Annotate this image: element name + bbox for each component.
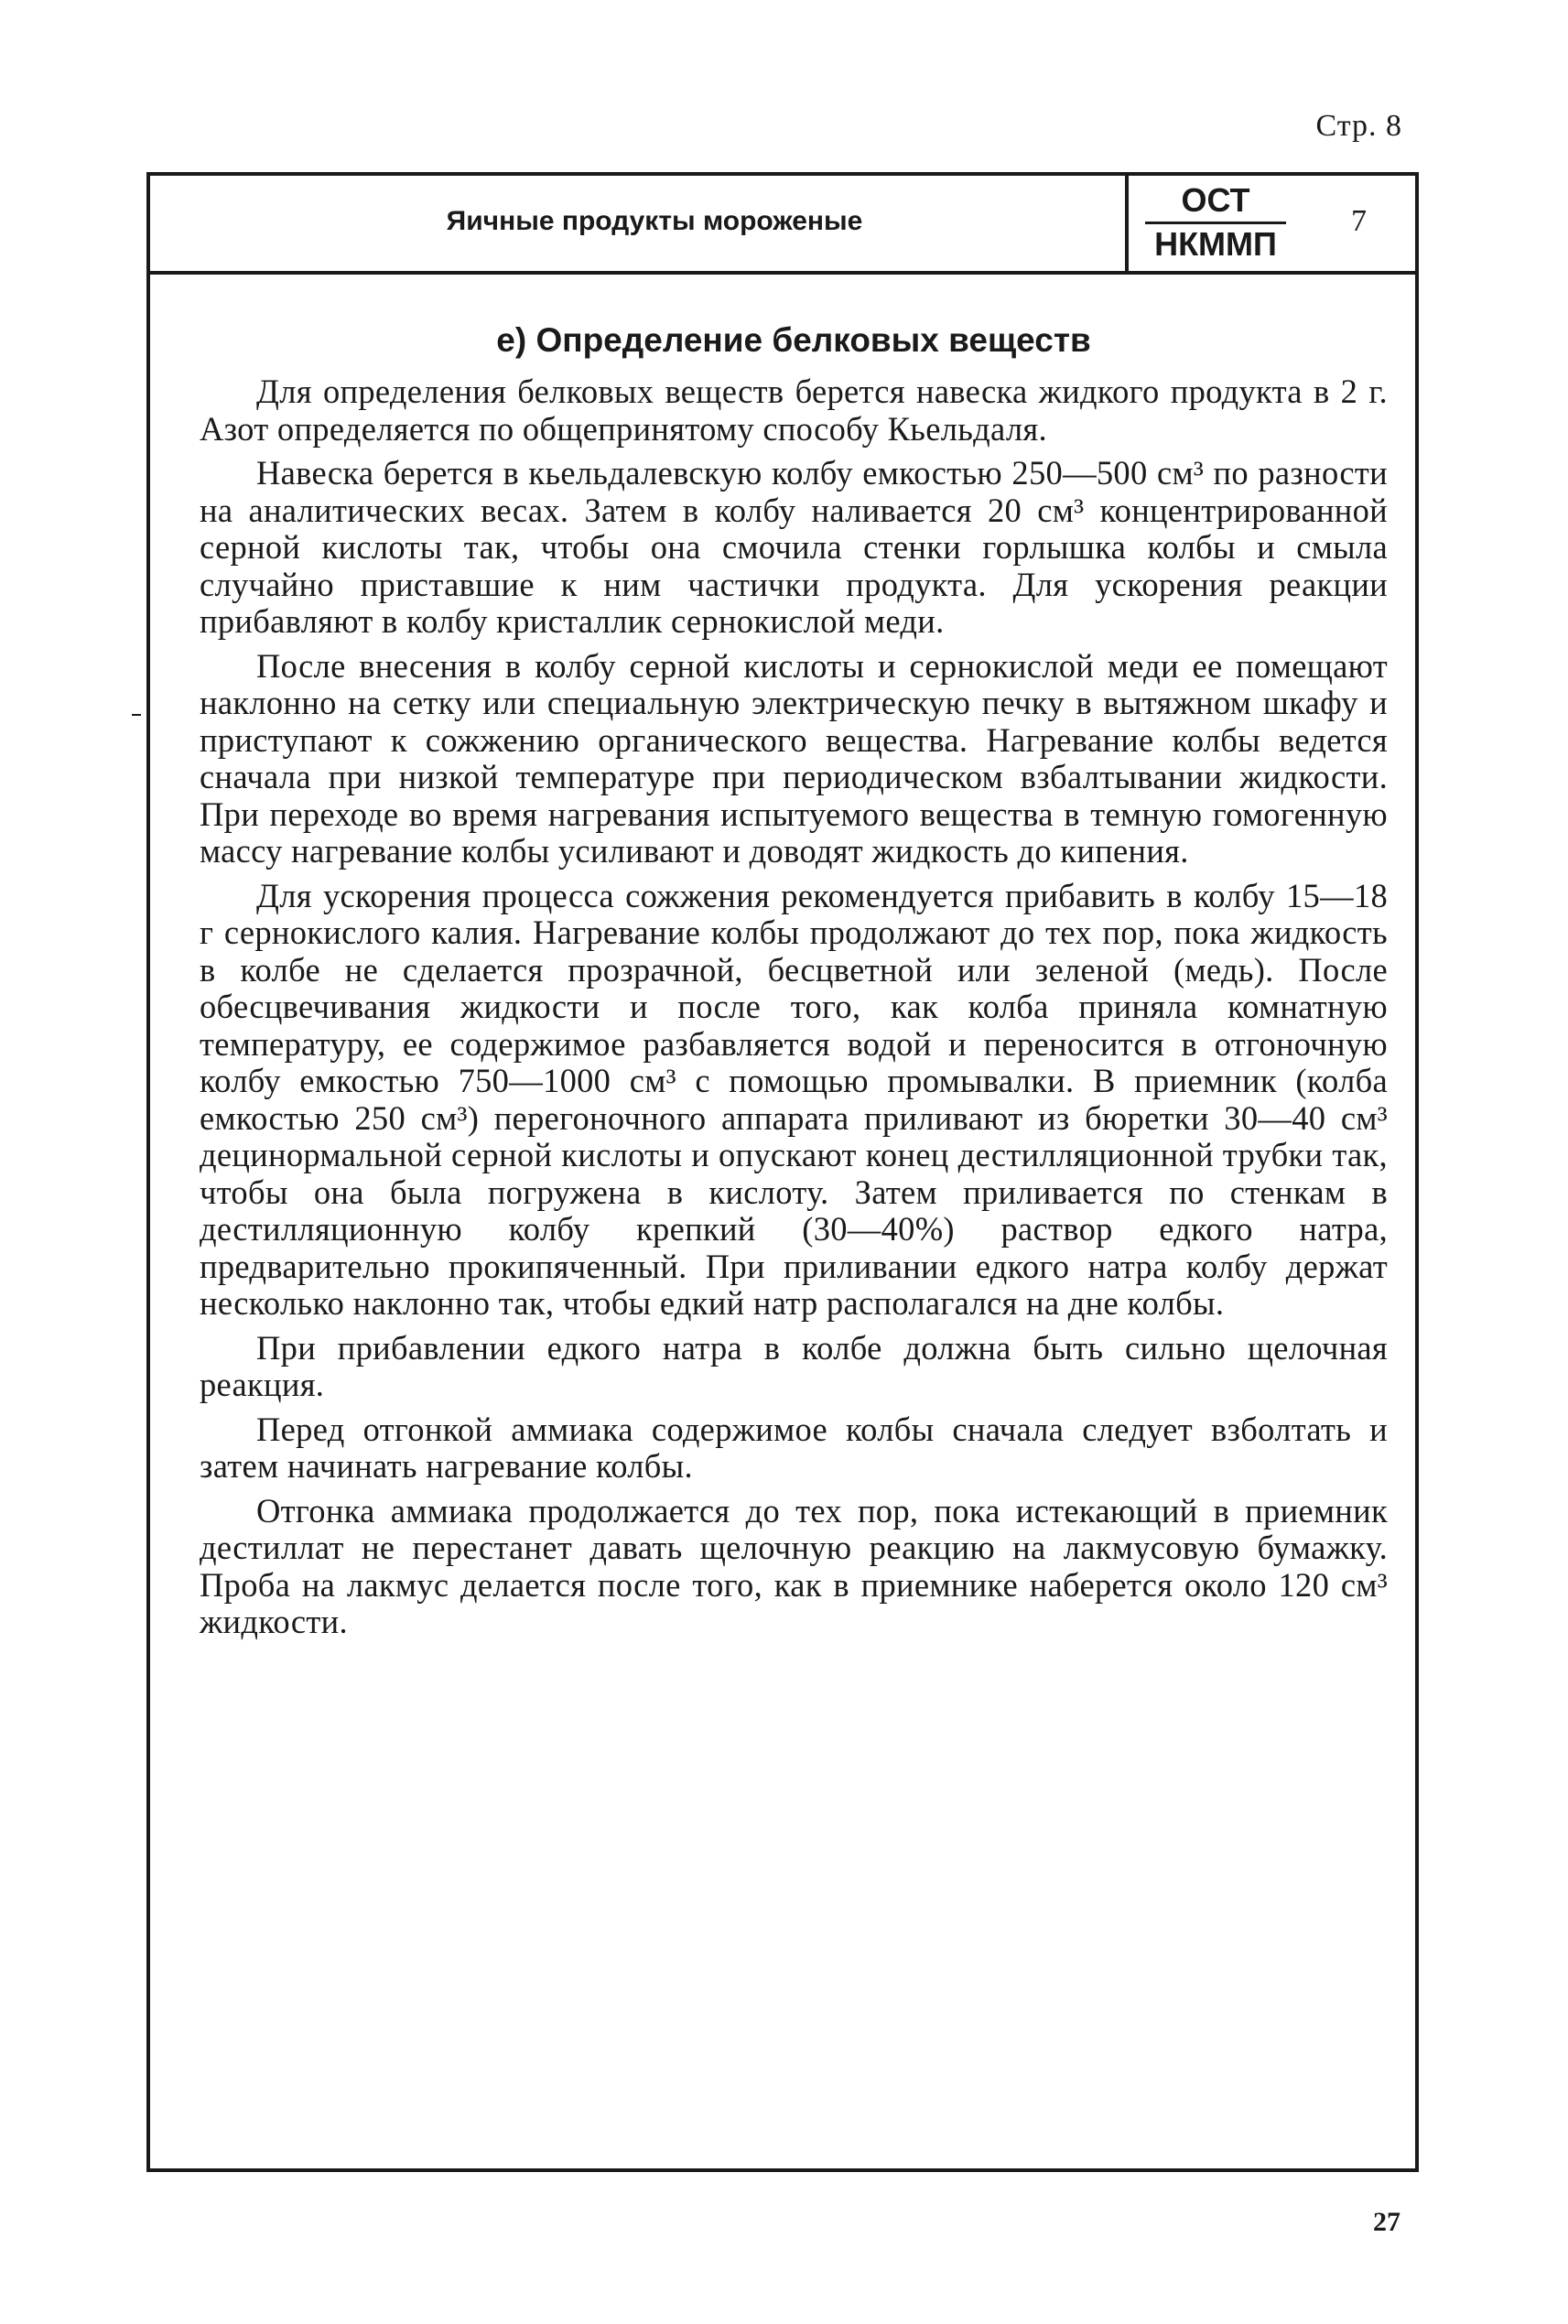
standard-code-top: ОСТ [1181,181,1250,219]
standard-code-bottom: НКММП [1154,225,1277,263]
paragraph: Перед отгонкой аммиака содержимое колбы сначала следует взболтать и затем начинать нагревание колбы. [200,1410,1388,1485]
standard-code-rule [1145,222,1286,224]
document-title: Яичные продукты мороженые [446,206,863,236]
page-number: 27 [1373,2207,1400,2237]
document-header [146,172,1419,275]
paragraph: Навеска берется в кьельдалевскую колбу емкостью 250—500 см³ по разности на аналитических весах. Затем в колбу наливается 20 см³ концентрированной серной кислоты так, чтобы она смочила стенки горлышка колбы и смыла случайно приставшие к ним частички продукта. Для ускорения реакции прибавляют в колбу кристаллик сернокислой меди. [200,454,1388,640]
paragraph: Отгонка аммиака продолжается до тех пор, пока истекающий в приемник дестиллат не перестанет давать щелочную реакцию на лакмусовую бумажку. Проба на лакмус делается после того, как в приемнике наберется около 120 см³ жидкости. [200,1491,1388,1640]
page-content [200,320,1388,1648]
standard-code [1129,172,1303,271]
paragraph: При прибавлении едкого натра в колбе должна быть сильно щелочная реакция. [200,1328,1388,1403]
paragraph: Для определения белковых веществ берется навеска жидкого продукта в 2 г. Азот определяется по общепринятому способу Кьельдаля. [200,373,1388,448]
margin-mark [132,714,141,716]
page-label: Стр. 8 [1315,109,1402,143]
paragraph: Для ускорения процесса сожжения рекомендуется прибавить в колбу 15—18 г сернокислого калия. Нагревание колбы продолжают до тех пор, пока жидкость в колбе не сделается прозрачной, бесцветной или зеленой (медь). После обесцвечивания жидкости и после того, как колба приняла комнатную температуру, ее содержимое разбавляется водой и переносится в отгоночную колбу емкостью 750—1000 см³ с помощью промывалки. В приемник (колба емкостью 250 см³) перегоночного аппарата приливают из бюретки 30—40 см³ децинормальной серной кислоты и опускают конец дестилляционной трубки так, чтобы она была погружена в кислоту. Затем приливается по стенкам в дестилляционную колбу крепкий (30—40%) раствор едкого натра, предварительно прокипяченный. При приливании едкого натра колбу держат несколько наклонно так, чтобы едкий натр располагался на дне колбы. [200,876,1388,1322]
paragraph: После внесения в колбу серной кислоты и сернокислой меди ее помещают наклонно на сетку или специальную электрическую печку в вытяжном шкафу и приступают к сожжению органического вещества. Нагревание колбы ведется сначала при низкой температуре при периодическом взбалтывании жидкости. При переходе во время нагревания испытуемого вещества в темную гомогенную массу нагревание колбы усиливают и доводят жидкость до кипения. [200,646,1388,870]
section-title: е) Определение белковых веществ [496,321,1091,359]
sheet-number: 7 [1351,204,1367,238]
